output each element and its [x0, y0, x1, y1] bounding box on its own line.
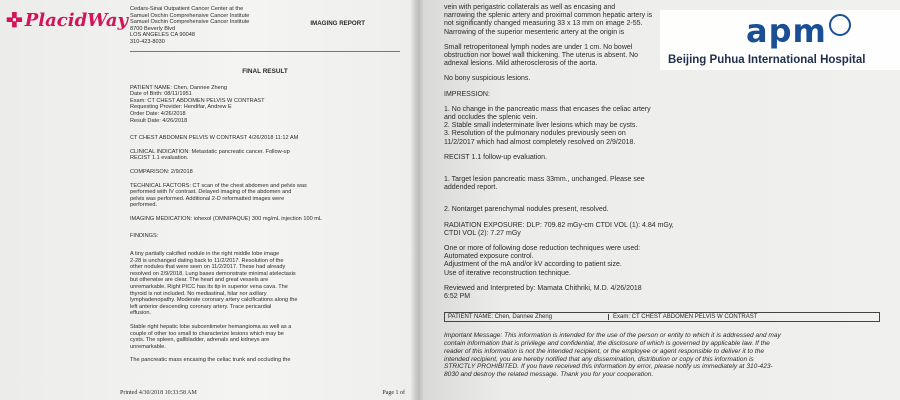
- technical-factors: performed.: [130, 202, 158, 209]
- findings-line: adnexal lesions. Mild atherosclerosis of the aorta.: [444, 60, 598, 68]
- address-line: 310-423-8030: [130, 38, 165, 45]
- bony-findings: No bony suspicious lesions.: [444, 75, 531, 83]
- technical-factors: TECHNICAL FACTORS: CT scan of the chest abdomen and pelvis was: [130, 182, 307, 189]
- findings-line: lymphadenopathy. Moderate coronary artery calcifications along the: [130, 297, 298, 304]
- apm-text: apm: [746, 12, 827, 50]
- message-line: Important Message: This information is intended for the use of the person or entity to which it is addressed and may: [444, 332, 781, 340]
- findings-line: obstruction nor bowel wall thickening. The uterus is absent. No: [444, 52, 639, 60]
- dose-line: Use of iterative reconstruction technique.: [444, 269, 571, 277]
- findings-line: vein with perigastric collaterals as well as encasing and: [444, 4, 616, 11]
- patient-line: Order Date: 4/26/2018: [130, 110, 186, 117]
- address-line: Samuel Oschin Comprehensive Cancer Institute: [130, 19, 250, 26]
- nontarget-lesion: 2. Nontarget parenchymal nodules present, resolved.: [444, 206, 609, 214]
- target-lesion: addended report.: [444, 184, 498, 192]
- target-lesion: 1. Target lesion pancreatic mass 33mm., unchanged. Please see: [444, 176, 645, 184]
- patient-exam-box: [444, 312, 880, 322]
- exam-line: CT CHEST ABDOMEN PELVIS W CONTRAST 4/26/2018 11:12 AM: [130, 135, 299, 142]
- impression-line: and occludes the splenic vein.: [444, 114, 538, 122]
- technical-factors: pelvis was performed. Additional 2-D reformatted images were: [130, 195, 285, 202]
- final-result-heading: FINAL RESULT: [242, 67, 288, 75]
- radiation-exposure: RADIATION EXPOSURE: DLP: 709.82 mGy-cm CTDI VOL (1): 4.84 mGy,: [444, 221, 674, 229]
- findings-line: Small retroperitoneal lymph nodes are under 1 cm. No bowel: [444, 43, 633, 51]
- patient-line: PATIENT NAME: Chen, Dannee Zheng: [130, 84, 228, 91]
- findings-line: thyroid is not included. No mediastinal, hilar nor axillary: [130, 290, 267, 297]
- findings-line: narrowing the splenic artery and proximal common hepatic artery is: [444, 12, 653, 20]
- globe-icon: [829, 14, 851, 36]
- findings-line: couple of other too small to characterize lesions which may be: [130, 330, 284, 337]
- findings-line: but otherwise are clear. The heart and great vessels are: [130, 277, 269, 284]
- apm-wordmark: [746, 14, 896, 48]
- message-line: intended recipient, you are hereby notified that any dissemination, distribution or copy of this information is: [444, 355, 754, 363]
- header-address: [130, 6, 305, 46]
- address-line: Samuel Oschin Comprehensive Cancer Institute: [130, 12, 250, 19]
- report-title: IMAGING REPORT: [310, 20, 365, 27]
- report-page-left: [0, 0, 418, 400]
- findings-line: The pancreatic mass encasing the celiac trunk and occluding the: [130, 357, 291, 364]
- dose-line: One or more of following dose reduction techniques were used:: [444, 245, 641, 253]
- findings-line: unremarkable.: [130, 343, 166, 350]
- findings-line: unremarkable. Right PICC has its tip in superior vena cava. The: [130, 284, 288, 291]
- patient-line: Date of Birth: 08/11/1951: [130, 91, 192, 98]
- patient-line: Exam: CT CHEST ABDOMEN PELVIS W CONTRAST: [130, 97, 265, 104]
- box-patient-name: PATIENT NAME: Chen, Dannee Zheng: [448, 314, 609, 320]
- findings-line: Stable right hepatic lobe subcentimeter hemangioma as well as a: [130, 324, 292, 330]
- findings-line: effusion.: [130, 310, 152, 317]
- impression-line: 1. No change in the pancreatic mass that encases the celiac artery: [444, 105, 651, 113]
- address-line: LOS ANGELES CA 90048: [130, 32, 195, 39]
- box-exam: Exam: CT CHEST ABDOMEN PELVIS W CONTRAST: [613, 314, 758, 321]
- dose-reduction: [444, 245, 880, 278]
- placidway-logo: [6, 8, 128, 32]
- reviewed-by: 6:52 PM: [444, 293, 471, 301]
- hospital-logo: [660, 10, 900, 70]
- impression-line: 11/2/2017 which had almost completely resolved on 2/9/2018.: [444, 138, 636, 146]
- address-line: Cedars-Sinai Outpatient Cancer Center at the: [130, 6, 244, 12]
- findings-line: not significantly changed measuring 33 x 13 mm on image 2-55.: [444, 20, 643, 28]
- radiation-exposure: CTDI VOL (2): 7.27 mGy: [444, 229, 521, 237]
- findings-paragraph: [130, 251, 400, 317]
- placidway-wordmark: PlacidWay: [24, 9, 128, 31]
- clinical-indication: CLINICAL INDICATION: Metastatic pancreatic cancer. Follow-up: [130, 148, 290, 155]
- header-divider: [130, 51, 400, 52]
- findings-heading: FINDINGS:: [130, 233, 159, 240]
- patient-line: Result Date: 4/26/2018: [130, 117, 188, 124]
- address-line: 8700 Beverly Blvd: [130, 25, 176, 32]
- findings-line: Narrowing of the superior mesenteric artery at the origin is: [444, 28, 625, 36]
- technical-factors: performed with IV contrast. Delayed imaging of the abdomen and: [130, 189, 292, 196]
- findings-line: cysts. The spleen, gallbladder, adrenals and kidneys are: [130, 337, 270, 344]
- findings-line: resolved on 2/9/2018. Lung bases demonstrate minimal atelectasis: [130, 270, 296, 277]
- report-header: [130, 6, 400, 46]
- message-line: reader of this information is not the intended recipient, or the employee or agent responsible to deliver it to the: [444, 347, 764, 355]
- patient-line: Requesting Provider: Hendifar, Andrew E: [130, 104, 232, 111]
- dose-line: Automated exposure control.: [444, 253, 534, 261]
- printed-timestamp: Printed 4/30/2018 10:33:58 AM: [120, 390, 197, 396]
- page-footer: [120, 390, 405, 396]
- page-fold: [410, 0, 424, 400]
- message-line: 8030 and destroy the related message. Thank you for your cooperation.: [444, 371, 654, 379]
- findings-line: other nodules that were seen on 11/2/2017. These had already: [130, 264, 286, 271]
- impression-list: [444, 106, 880, 147]
- impression-line: 3. Resolution of the pulmonary nodules previously seen on: [444, 130, 626, 138]
- comparison: COMPARISON: 2/9/2018: [130, 168, 193, 175]
- findings-line: 2-28 is unchanged dating back to 11/2/2017. Resolution of the: [130, 257, 284, 264]
- patient-info: [130, 85, 400, 125]
- findings-paragraph: [130, 324, 400, 350]
- reviewed-by: Reviewed and Interpreted by: Mamata Chithriki, M.D. 4/26/2018: [444, 284, 642, 292]
- placidway-cross-icon: ✜: [6, 8, 23, 32]
- findings-line: left anterior descending coronary artery. Trace pericardial: [130, 303, 272, 310]
- hospital-name: Beijing Puhua International Hospital: [668, 54, 866, 66]
- impression-heading: IMPRESSION:: [444, 90, 490, 98]
- message-line: STRICTLY PROHIBITED. If you have received this information by error, please notify us immediately at 310-423-: [444, 363, 773, 371]
- impression-line: 2. Stable small indeterminate liver lesions which may be cysts.: [444, 122, 638, 130]
- important-message: [444, 332, 880, 379]
- clinical-indication: RECIST 1.1 evaluation.: [130, 155, 189, 162]
- page-number: Page 1 of: [382, 390, 405, 396]
- imaging-medication: IMAGING MEDICATION: iohexol (OMNIPAQUE) 300 mg/mL injection 100 mL: [130, 215, 322, 222]
- dose-line: Adjustment of the mA and/or kV according to patient size.: [444, 261, 622, 269]
- message-line: contain information that is privilege and confidential, the disclosure of which is governed by applicable law. If the: [444, 340, 770, 348]
- recist-line: RECIST 1.1 follow-up evaluation.: [444, 153, 547, 161]
- findings-line: A tiny partially calcified nodule in the right middle lobe image: [130, 251, 280, 258]
